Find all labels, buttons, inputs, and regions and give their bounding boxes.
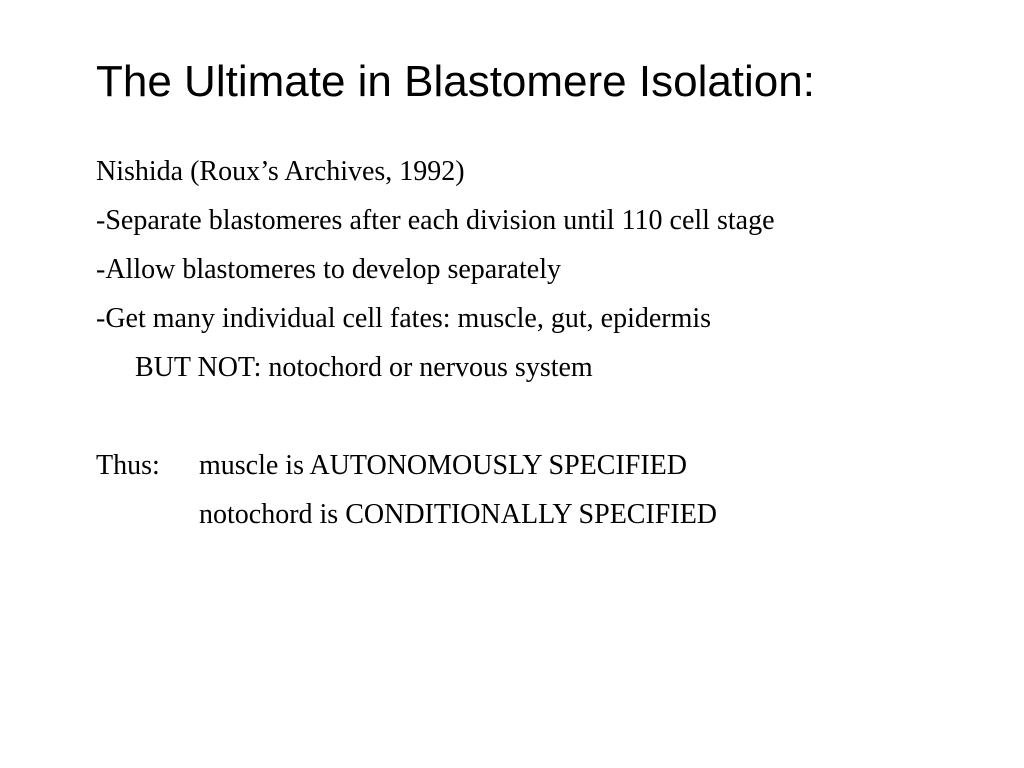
- bullet-line: -Get many individual cell fates: muscle, gut, epidermis: [96, 303, 712, 334]
- thus-label: Thus:: [96, 450, 160, 481]
- conclusion-row: [96, 445, 996, 494]
- bullet-line: -Allow blastomeres to develop separately: [96, 254, 561, 285]
- conclusion-line: notochord is CONDITIONALLY SPECIFIED: [199, 499, 718, 530]
- spacer: [96, 396, 996, 445]
- slide-title: The Ultimate in Blastomere Isolation:: [96, 57, 815, 106]
- bullet-line: -Separate blastomeres after each division until 110 cell stage: [96, 205, 775, 236]
- slide-body: [96, 151, 996, 543]
- but-not-line: BUT NOT: notochord or nervous system: [135, 352, 593, 383]
- conclusion-line: muscle is AUTONOMOUSLY SPECIFIED: [199, 450, 688, 481]
- citation-line: Nishida (Roux’s Archives, 1992): [96, 156, 465, 187]
